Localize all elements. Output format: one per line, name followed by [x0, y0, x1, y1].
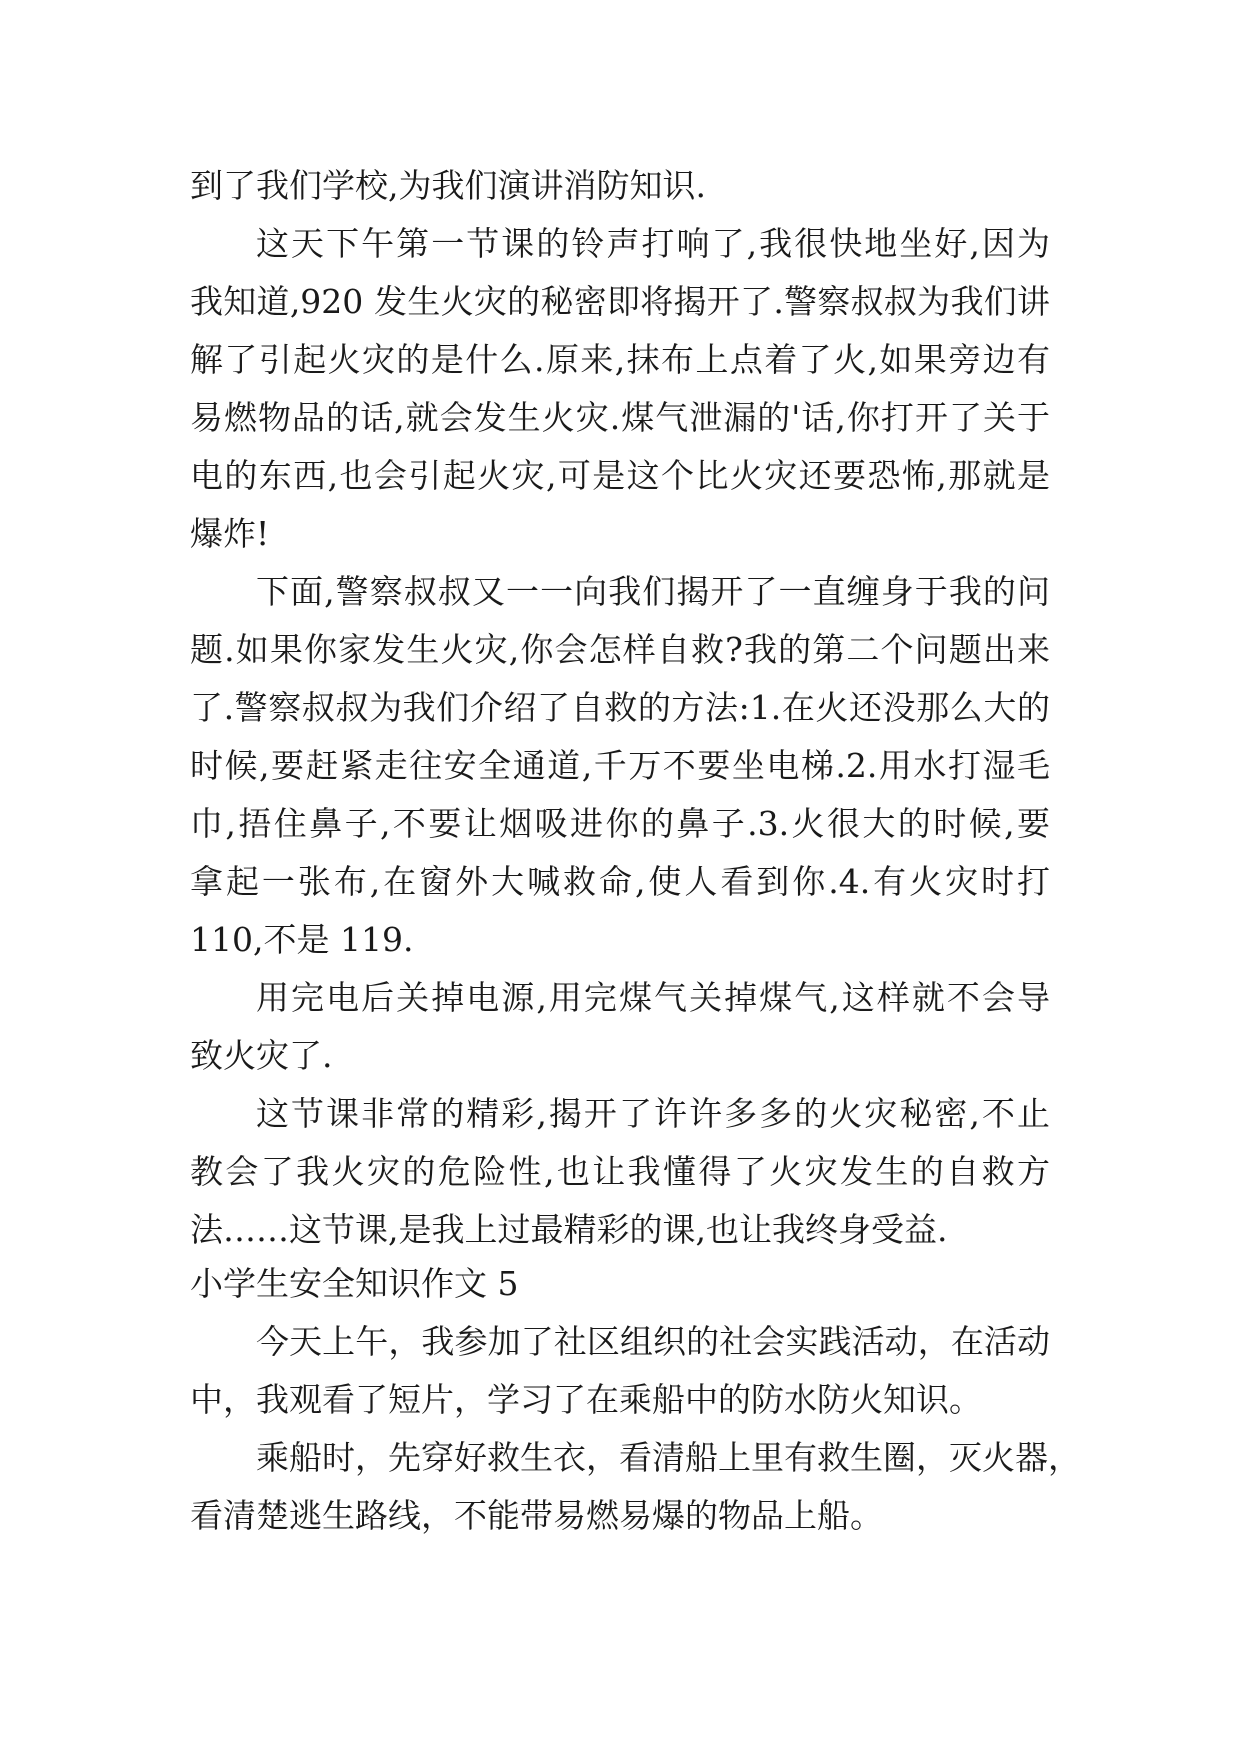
text-line: 看清楚逃生路线，不能带易燃易爆的物品上船。	[190, 1496, 883, 1535]
text-line: 拿起一张布,在窗外大喊救命,使人看到你.4.有火灾时打	[190, 862, 1050, 901]
text-line: 乘船时，先穿好救生衣，看清船上里有救生圈，灭火器，	[256, 1438, 1081, 1477]
text-line: 爆炸!	[190, 514, 270, 553]
text-line: 下面,警察叔叔又一一向我们揭开了一直缠身于我的问	[256, 572, 1050, 611]
section-heading: 小学生安全知识作文 5	[190, 1264, 519, 1303]
text-line: 题.如果你家发生火灾,你会怎样自救?我的第二个问题出来	[190, 630, 1050, 669]
text-line: 易燃物品的话,就会发生火灾.煤气泄漏的'话,你打开了关于	[190, 398, 1050, 437]
text-line: 到了我们学校,为我们演讲消防知识.	[190, 166, 706, 205]
text-line: 今天上午，我参加了社区组织的社会实践活动，在活动	[256, 1322, 1050, 1361]
text-line: 这节课非常的精彩,揭开了许许多多的火灾秘密,不止	[256, 1094, 1050, 1133]
text-line: 教会了我火灾的危险性,也让我懂得了火灾发生的自救方	[190, 1152, 1050, 1191]
text-line: 中，我观看了短片，学习了在乘船中的防水防火知识。	[190, 1380, 982, 1419]
text-line: 110,不是 119.	[190, 920, 414, 959]
text-line: 致火灾了.	[190, 1036, 333, 1075]
text-line: 时候,要赶紧走往安全通道,千万不要坐电梯.2.用水打湿毛	[190, 746, 1050, 785]
text-line: 我知道,920 发生火灾的秘密即将揭开了.警察叔叔为我们讲	[190, 282, 1050, 321]
text-line: 解了引起火灾的是什么.原来,抹布上点着了火,如果旁边有	[190, 340, 1050, 379]
text-line: 这天下午第一节课的铃声打响了,我很快地坐好,因为	[256, 224, 1050, 263]
text-line: 电的东西,也会引起火灾,可是这个比火灾还要恐怖,那就是	[190, 456, 1050, 495]
text-line: 巾,捂住鼻子,不要让烟吸进你的鼻子.3.火很大的时候,要	[190, 804, 1050, 843]
text-line: 用完电后关掉电源,用完煤气关掉煤气,这样就不会导	[256, 978, 1050, 1017]
text-line: 法……这节课,是我上过最精彩的课,也让我终身受益.	[190, 1210, 948, 1249]
text-line: 了.警察叔叔为我们介绍了自救的方法:1.在火还没那么大的	[190, 688, 1050, 727]
